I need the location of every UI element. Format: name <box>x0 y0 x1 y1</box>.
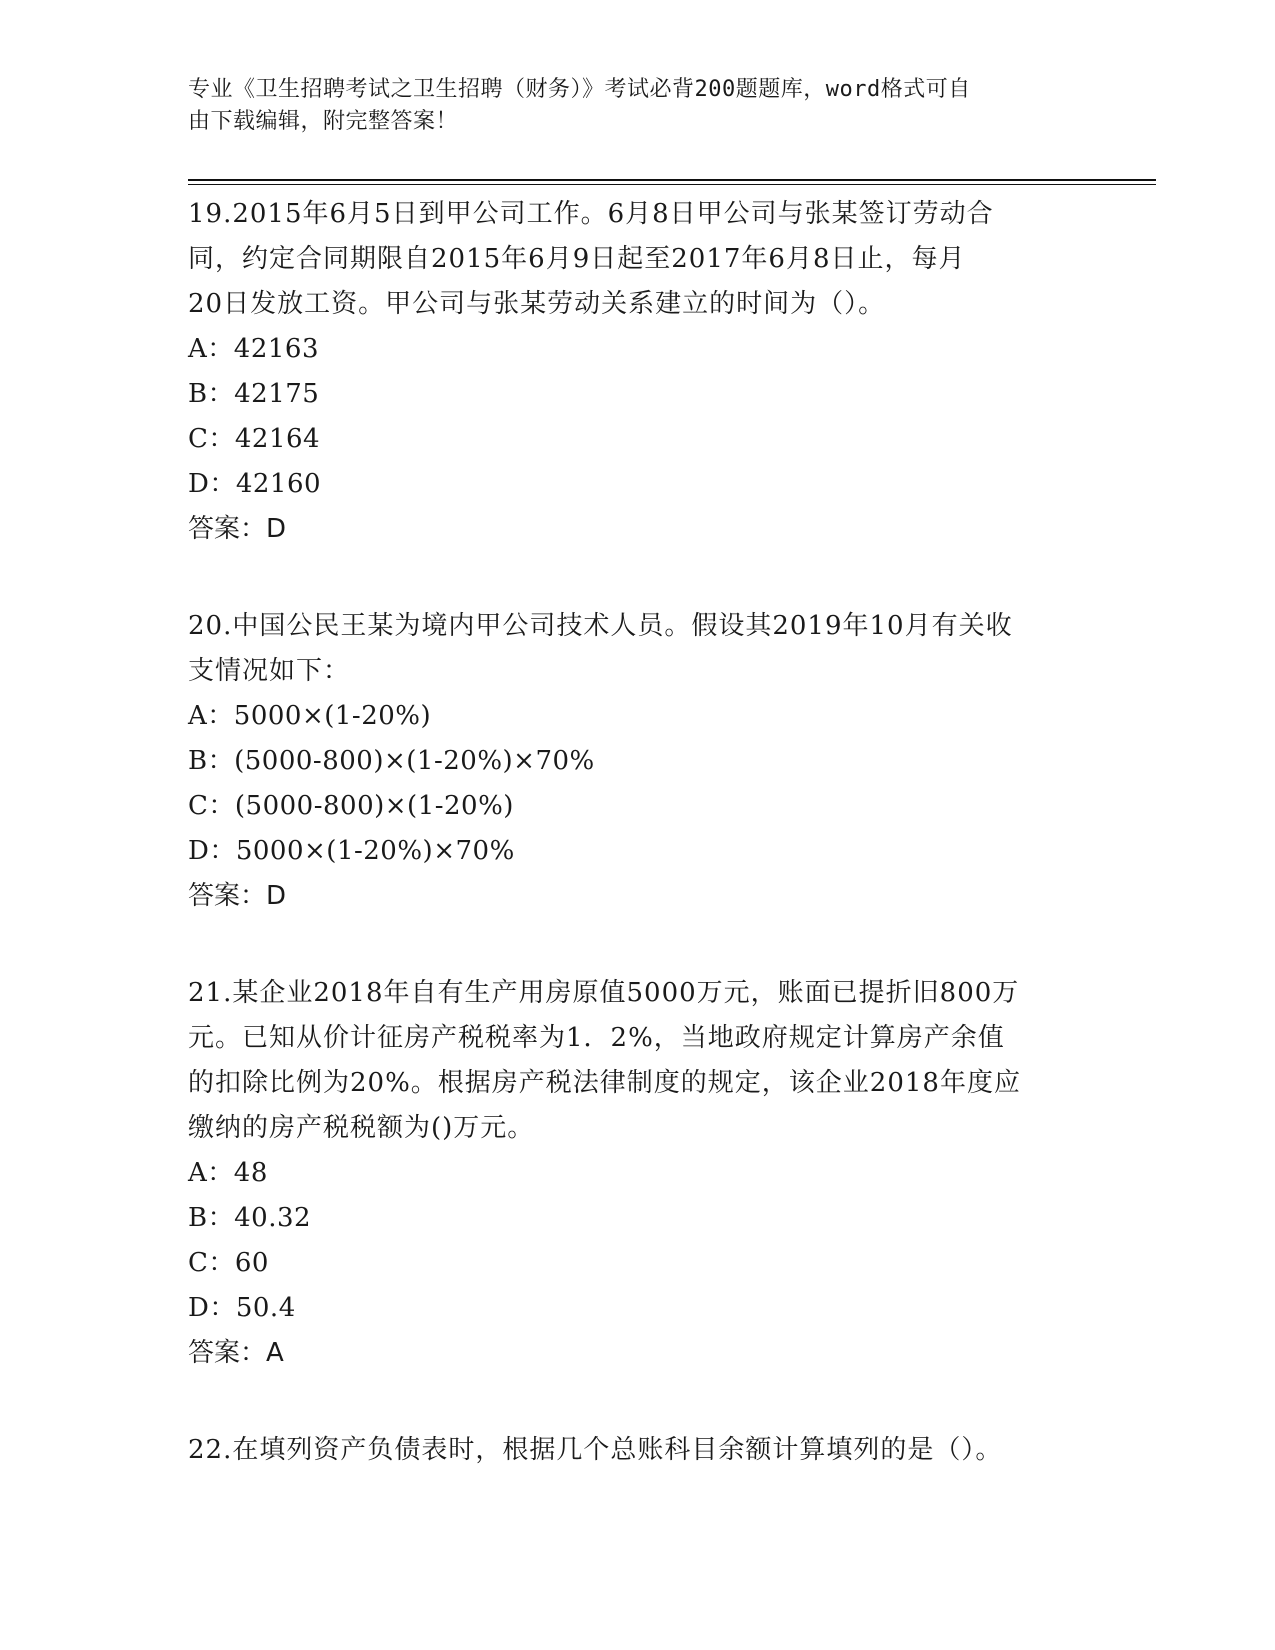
question-22 <box>188 1428 1088 1473</box>
answer-line: 答案：D <box>188 514 287 544</box>
header-divider-thin <box>188 184 1156 185</box>
question-21 <box>188 971 1088 1376</box>
question-text-line: 20.中国公民王某为境内甲公司技术人员。假设其2019年10月有关收 <box>188 611 1013 641</box>
answer-line: 答案：D <box>188 881 287 911</box>
question-text-line: 21.某企业2018年自有生产用房原值5000万元，账面已提折旧800万 <box>188 978 1020 1008</box>
answer-line: 答案：A <box>188 1338 284 1368</box>
option-d: D：50.4 <box>188 1293 296 1323</box>
question-text-line: 缴纳的房产税税额为()万元。 <box>188 1113 535 1143</box>
question-20 <box>188 604 1088 919</box>
option-c: C：60 <box>188 1248 269 1278</box>
option-c: C：(5000-800)×(1-20%) <box>188 791 514 821</box>
option-b: B：(5000-800)×(1-20%)×70% <box>188 746 595 776</box>
option-d: D：42160 <box>188 469 322 499</box>
question-spacer <box>188 1376 1088 1428</box>
question-list <box>188 192 1088 1473</box>
document-page <box>188 0 1148 1650</box>
question-text-line: 元。已知从价计征房产税税率为1．2%，当地政府规定计算房产余值 <box>188 1023 1005 1053</box>
option-b: B：40.32 <box>188 1203 312 1233</box>
option-b: B：42175 <box>188 379 320 409</box>
question-text-line: 支情况如下： <box>188 656 351 686</box>
document-header <box>188 74 1068 138</box>
question-text-line: 20日发放工资。甲公司与张某劳动关系建立的时间为（）。 <box>188 289 886 319</box>
question-spacer <box>188 919 1088 971</box>
question-19 <box>188 192 1088 552</box>
option-a: A：48 <box>188 1158 268 1188</box>
header-divider-thick <box>188 179 1156 181</box>
option-d: D：5000×(1-20%)×70% <box>188 836 515 866</box>
option-a: A：5000×(1-20%) <box>188 701 432 731</box>
option-a: A：42163 <box>188 334 319 364</box>
header-line-2: 由下载编辑，附完整答案！ <box>188 109 459 134</box>
question-text-line: 的扣除比例为20%。根据房产税法律制度的规定，该企业2018年度应 <box>188 1068 1021 1098</box>
question-text-line: 19.2015年6月5日到甲公司工作。6月8日甲公司与张某签订劳动合 <box>188 199 994 229</box>
question-spacer <box>188 552 1088 604</box>
question-text-line: 同，约定合同期限自2015年6月9日起至2017年6月8日止，每月 <box>188 244 966 274</box>
option-c: C：42164 <box>188 424 321 454</box>
question-text-line: 22.在填列资产负债表时，根据几个总账科目余额计算填列的是（）。 <box>188 1435 1003 1465</box>
header-line-1: 专业《卫生招聘考试之卫生招聘（财务）》考试必背200题题库，word格式可自 <box>188 77 971 102</box>
